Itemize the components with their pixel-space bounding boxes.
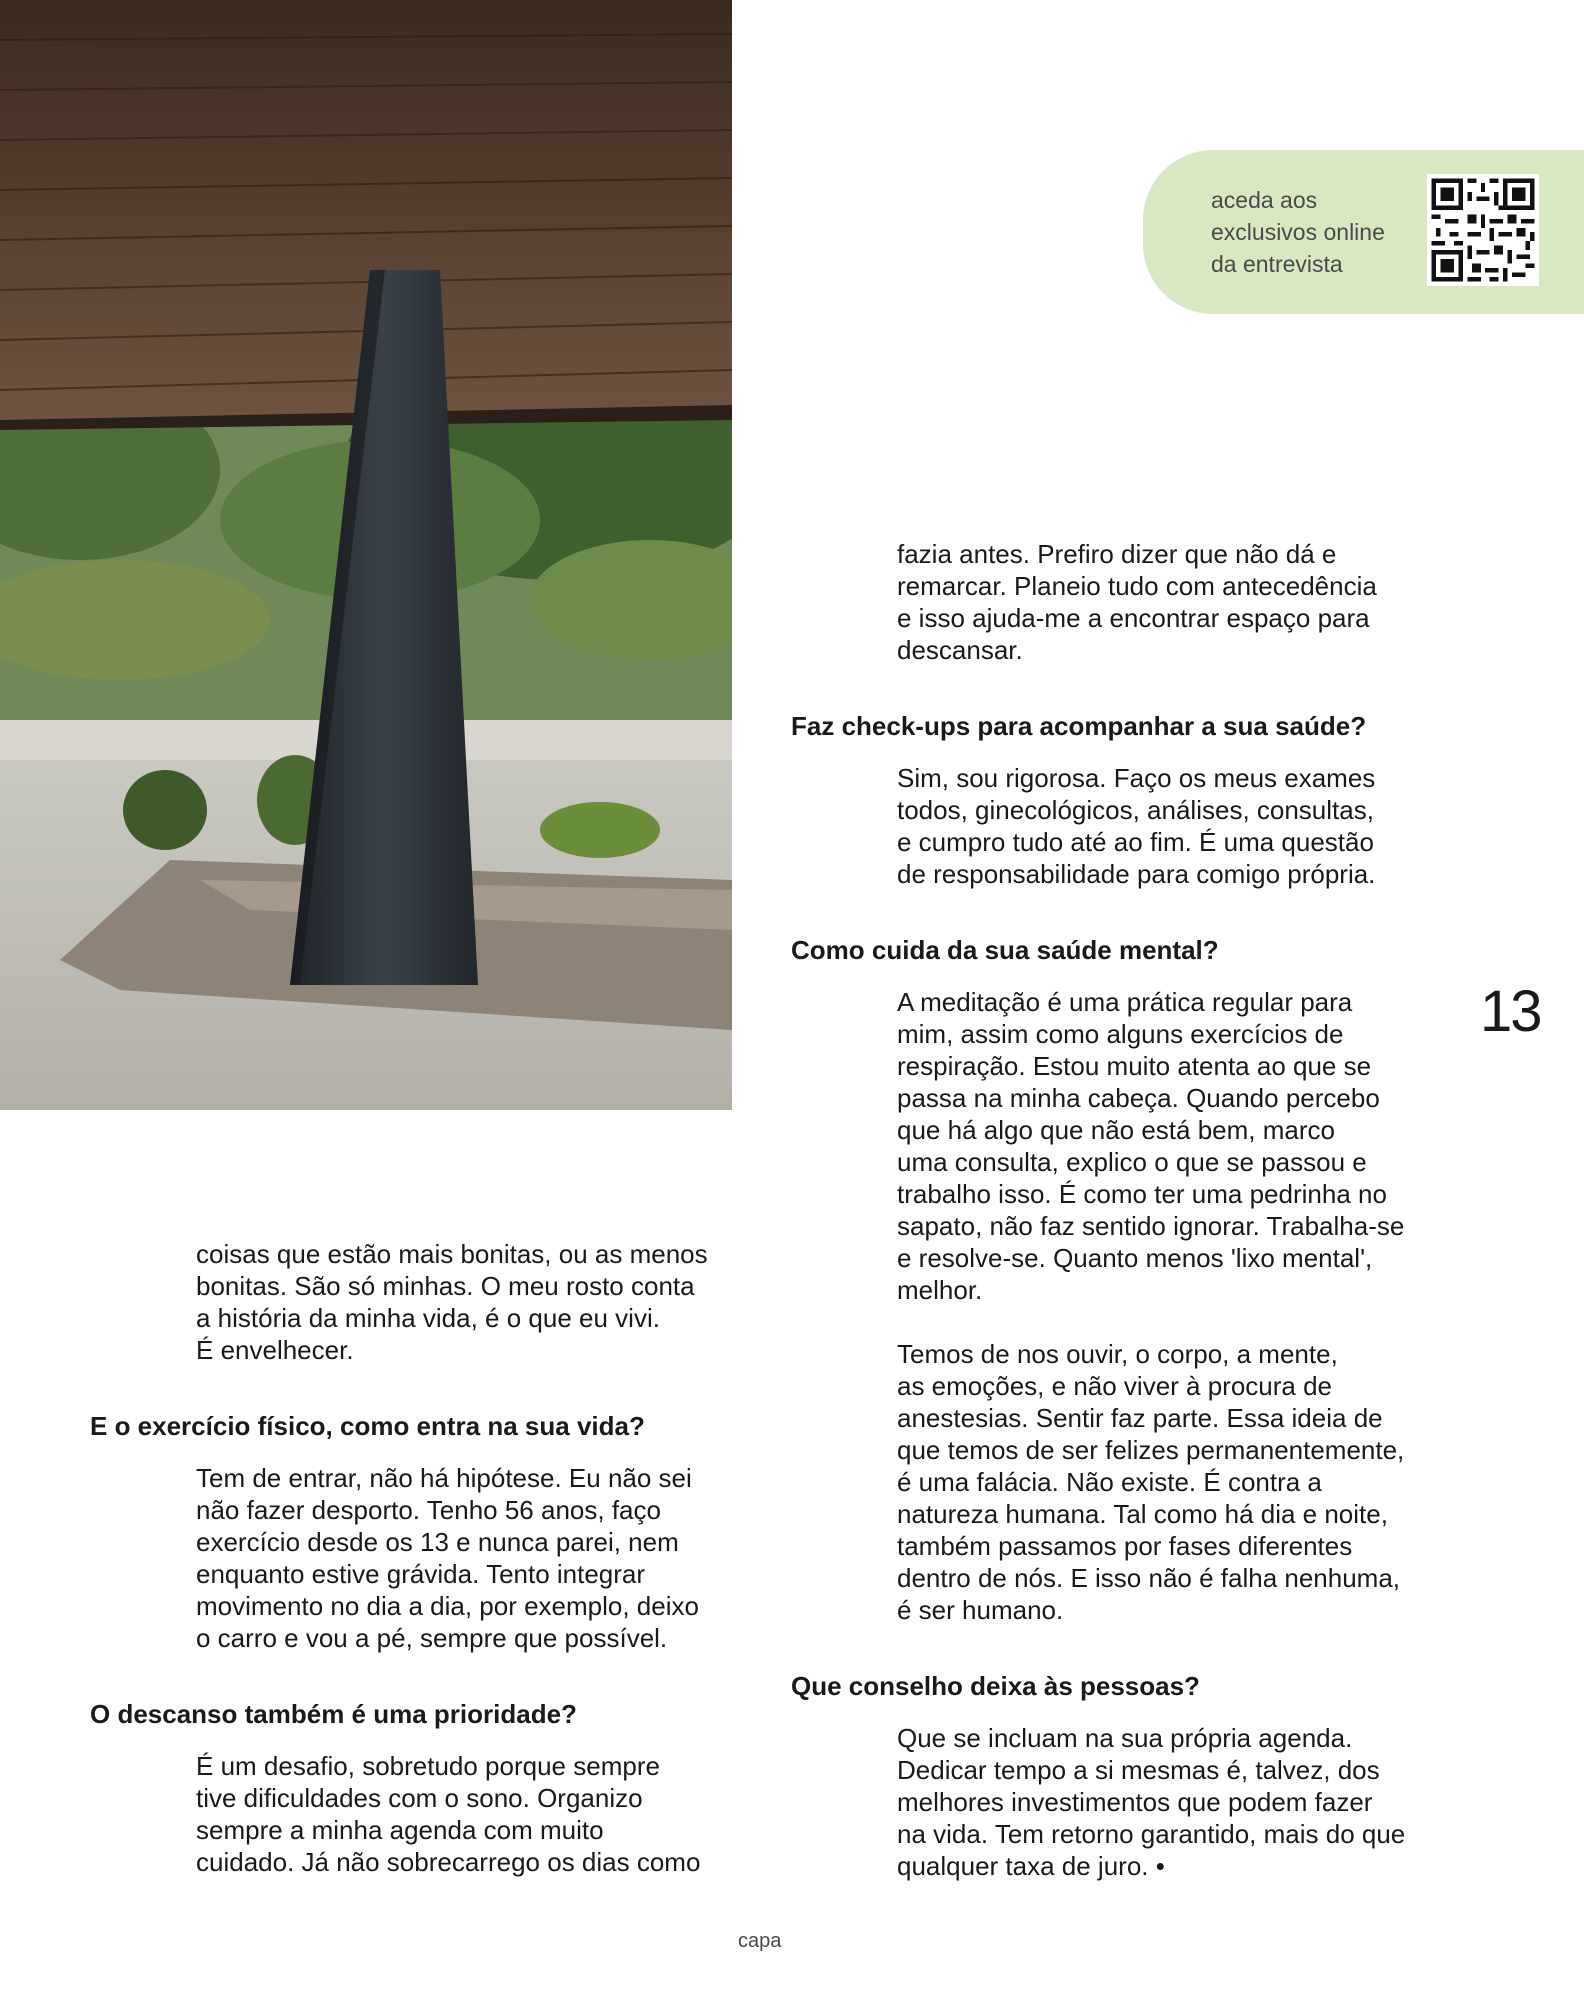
qr-badge-line: exclusivos online xyxy=(1211,219,1385,245)
qr-badge-line: aceda aos xyxy=(1211,187,1318,213)
interview-question: E o exercício físico, como entra na sua vida? xyxy=(90,1411,645,1441)
qr-badge-line: da entrevista xyxy=(1211,251,1343,277)
answer-text: fazia antes. Prefiro dizer que não dá e remarcar. Planeio tudo com antecedência e isso ajuda-me a encontrar espaço para descansar. xyxy=(897,539,1377,665)
interview-question: Como cuida da sua saúde mental? xyxy=(791,935,1219,965)
answer-text: Temos de nos ouvir, o corpo, a mente, as emoções, e não viver à procura de anestesias. Sentir faz parte. Essa ideia de que temos de ser felizes permanentemente, é uma falácia. Não existe. É contra a natureza humana. Tal como há dia e noite, também passamos por fases diferentes dentro de nós. E isso não é falha nenhuma, é ser humano. xyxy=(897,1339,1405,1625)
answer-text: Tem de entrar, não há hipótese. Eu não sei não fazer desporto. Tenho 56 anos, faço exercício desde os 13 e nunca parei, nem enquanto estive grávida. Tento integrar movimento no dia a dia, por exemplo, deixo o carro e vou a pé, sempre que possível. xyxy=(196,1463,699,1653)
interview-question: Que conselho deixa às pessoas? xyxy=(791,1671,1200,1701)
answer-text: É um desafio, sobretudo porque sempre tive dificuldades com o sono. Organizo sempre a minha agenda com muito cuidado. Já não sobrecarrego os dias como xyxy=(196,1751,701,1877)
article-photo xyxy=(0,0,732,1110)
answer-text: Sim, sou rigorosa. Faço os meus exames todos, ginecológicos, análises, consultas, e cumpro tudo até ao fim. É uma questão de responsabilidade para comigo própria. xyxy=(897,763,1376,889)
right-text-column xyxy=(791,538,1451,1882)
answer-text: coisas que estão mais bonitas, ou as menos bonitas. São só minhas. O meu rosto conta a história da minha vida, é o que eu vivi. É envelhecer. xyxy=(196,1239,708,1365)
interview-question: O descanso também é uma prioridade? xyxy=(90,1699,577,1729)
left-text-column xyxy=(90,1238,750,1878)
qr-badge-text xyxy=(1211,184,1411,280)
page-number: 13 xyxy=(1480,979,1541,1044)
qr-code-icon[interactable] xyxy=(1427,174,1539,286)
qr-badge[interactable] xyxy=(1143,150,1584,314)
section-label: capa xyxy=(738,1930,782,1952)
interview-question: Faz check-ups para acompanhar a sua saúde? xyxy=(791,711,1367,741)
answer-text: Que se incluam na sua própria agenda. Dedicar tempo a si mesmas é, talvez, dos melhores investimentos que podem fazer na vida. Tem retorno garantido, mais do que qualquer taxa de juro. • xyxy=(897,1723,1406,1881)
answer-text: A meditação é uma prática regular para mim, assim como alguns exercícios de respiração. Estou muito atenta ao que se passa na minha cabeça. Quando percebo que há algo que não está bem, marco uma consulta, explico o que se passou e trabalho isso. É como ter uma pedrinha no sapato, não faz sentido ignorar. Trabalha-se e resolve-se. Quanto menos 'lixo mental', melhor. xyxy=(897,987,1405,1305)
